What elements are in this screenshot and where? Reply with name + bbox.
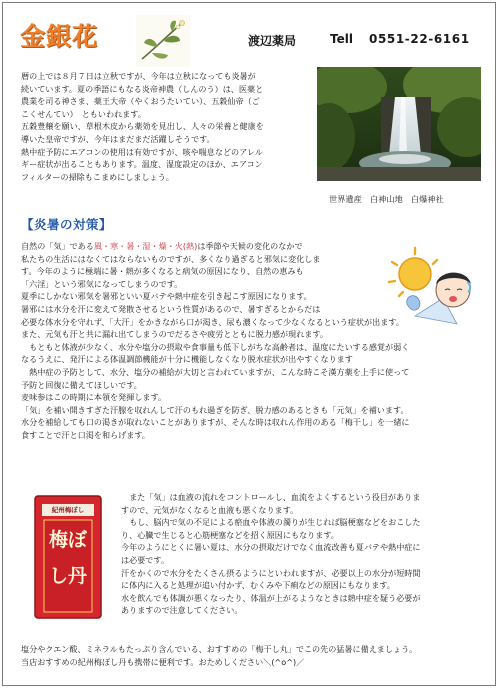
intro-line: フィルターの掃除もこまめにしましょう。	[21, 171, 174, 182]
text-segment: 自然の「気」である	[21, 241, 94, 251]
closing-paragraph	[21, 643, 491, 668]
main-line: す。今年のように極端に暑・熱が多くなると病気の原因になり、自然の恵みも	[21, 266, 304, 277]
product-small-label: 紀州梅ぼし	[51, 506, 85, 514]
lower-paragraph	[121, 491, 491, 617]
intro-line: 五穀豊穣を願い、草根木皮から薬効を見出し、人々の栄養と健康を	[21, 121, 264, 132]
lower-line: は必要です。	[121, 554, 169, 565]
intro-line: 導いた皇帝ですが、今年はまだまだ活躍しそうです。	[21, 133, 215, 144]
lower-line: また「気」は血液の流れをコントロールし、血流をよくするという役目がありま	[121, 492, 421, 502]
lower-line: に体内に入ると処理が追い付かず、むくみや下痢などの原因にもなります。	[121, 580, 395, 591]
lower-line: すので、元気がなくなると血液も悪くなります。	[121, 504, 299, 515]
main-line: 熱中症の予防として、水分、塩分の補給が大切と言われていますが、こんな時こそ漢方薬を上手に使って	[21, 366, 410, 377]
main-line: 予防と回復に備えてほしいです。	[21, 379, 142, 390]
main-line: 水分を補給しても口の渇きが取れないことがありますが、そんな時は収れん作用のある「梅干し」を一緒に	[21, 417, 410, 428]
lower-line: もし、脳内で気の不足による瘀血や体液の濁りが生じれば脳梗塞などをおこした	[121, 517, 421, 528]
lower-line: 水を飲んでも体調が悪くなったり、体温が上がるようなときは熱中症を疑う必要が	[121, 592, 421, 603]
main-line: 必要な体水分を守れず、「大汗」をかきながら口が渇き、尿も濃くなって少なくなるという症状が出ます。	[21, 316, 404, 327]
newsletter-title: 金銀花	[20, 22, 99, 51]
newsletter-page	[2, 2, 496, 686]
intro-line: 熱中症予防にエアコンの使用は有効ですが、咳や喘息などのアレル	[21, 146, 263, 157]
main-line: 「六淫」という邪気になってしまうのです。	[21, 278, 183, 289]
main-line: 食すことで汗と口渇を和らげます。	[21, 429, 150, 440]
intro-paragraph	[21, 70, 313, 183]
pharmacy-name: 渡辺薬局	[248, 34, 297, 48]
main-line: 夏季にしかない邪気を暑邪といい夏バテや熱中症を引き起こす原因になります。	[21, 291, 312, 302]
telephone-number: 0551-22-6161	[369, 32, 470, 46]
intro-line: 農業を司る神さま、薬王大帝（やくおうたいてい）、五穀仙帝（ご	[21, 96, 260, 107]
main-line: 「気」を補い開きすぎた汗腺を収れんして汗のもれ過ぎを防ぎ、脱力感のあるときも「元気」を補います。	[21, 404, 409, 415]
intro-line: こくせんてい） ともいわれます。	[21, 108, 146, 119]
intro-line: 暦の上では８月７日は立秋ですが、今年は立秋になっても炎暑が	[21, 71, 256, 81]
closing-line: 当店おすすめの紀州梅ぼし丹も携帯に便利です。おためしください＼(^o^)／	[21, 656, 305, 667]
main-line: 暑邪には水分を汗に変えて発散させるという性質があるので、暑すぎるとからだは	[21, 303, 321, 314]
main-line: 麦味参はこの時期に本領を発揮します。	[21, 392, 167, 403]
lower-line: 汗をかくので水分をたくさん摂るようにといわれますが、必要以上の水分が短時間	[121, 567, 421, 578]
heatstroke-illustration	[387, 246, 482, 328]
product-package	[33, 494, 103, 620]
highlighted-elements: 風・寒・暑・湿・燥・火(熱)	[93, 241, 198, 251]
lower-line: 今年のようにとくに暑い夏は、水分の摂取だけでなく血流改善も夏バテや熱中症に	[121, 542, 421, 553]
photo-caption: 世界遺産 白神山地 白爆神社	[329, 194, 444, 204]
lower-line: り、心臓で生じると心筋梗塞などを招く原因にもなります。	[121, 529, 339, 540]
intro-line: 続いています。夏の季語にもなる炎帝神農（しんのう）は、医薬と	[21, 83, 264, 94]
text-segment: は季節や天候の変化のなかで	[197, 241, 303, 251]
product-brand-line: 梅ぼ	[48, 529, 87, 551]
waterfall-photo	[317, 67, 481, 181]
tel-label: Tell	[330, 32, 353, 46]
main-line: また、元気も汗と共に漏れ出てしまうのでだるさや疲労とともに脱力感が現れます。	[21, 329, 328, 340]
intro-line: ギー症状が出ることもあります。温度、湿度設定のほか、エアコン	[21, 159, 263, 170]
main-line: 私たちの生活にはなくてはならないものですが、多くなり過ぎると邪気に変化しま	[21, 253, 321, 264]
main-line: なるうえに、発汗による体温調節機能が十分に機能しなくなり脱水症状が出やすくなります	[21, 354, 353, 365]
product-brand-line: し丹	[48, 565, 87, 587]
section-heading: 【炎暑の対策】	[21, 217, 113, 232]
lower-line: ありますので注意してください。	[121, 605, 243, 616]
honeysuckle-illustration	[136, 15, 190, 67]
closing-line: 塩分やクエン酸、ミネラルもたっぷり含んでいる、おすすめの「梅干し丸」でこの先の猛暑に備えましょう。	[21, 644, 418, 654]
main-line: もともと体液が少なく、水分や塩分の摂取や食事量も低下しがちな高齢者は、温度にたいする感覚が弱く	[21, 341, 410, 352]
